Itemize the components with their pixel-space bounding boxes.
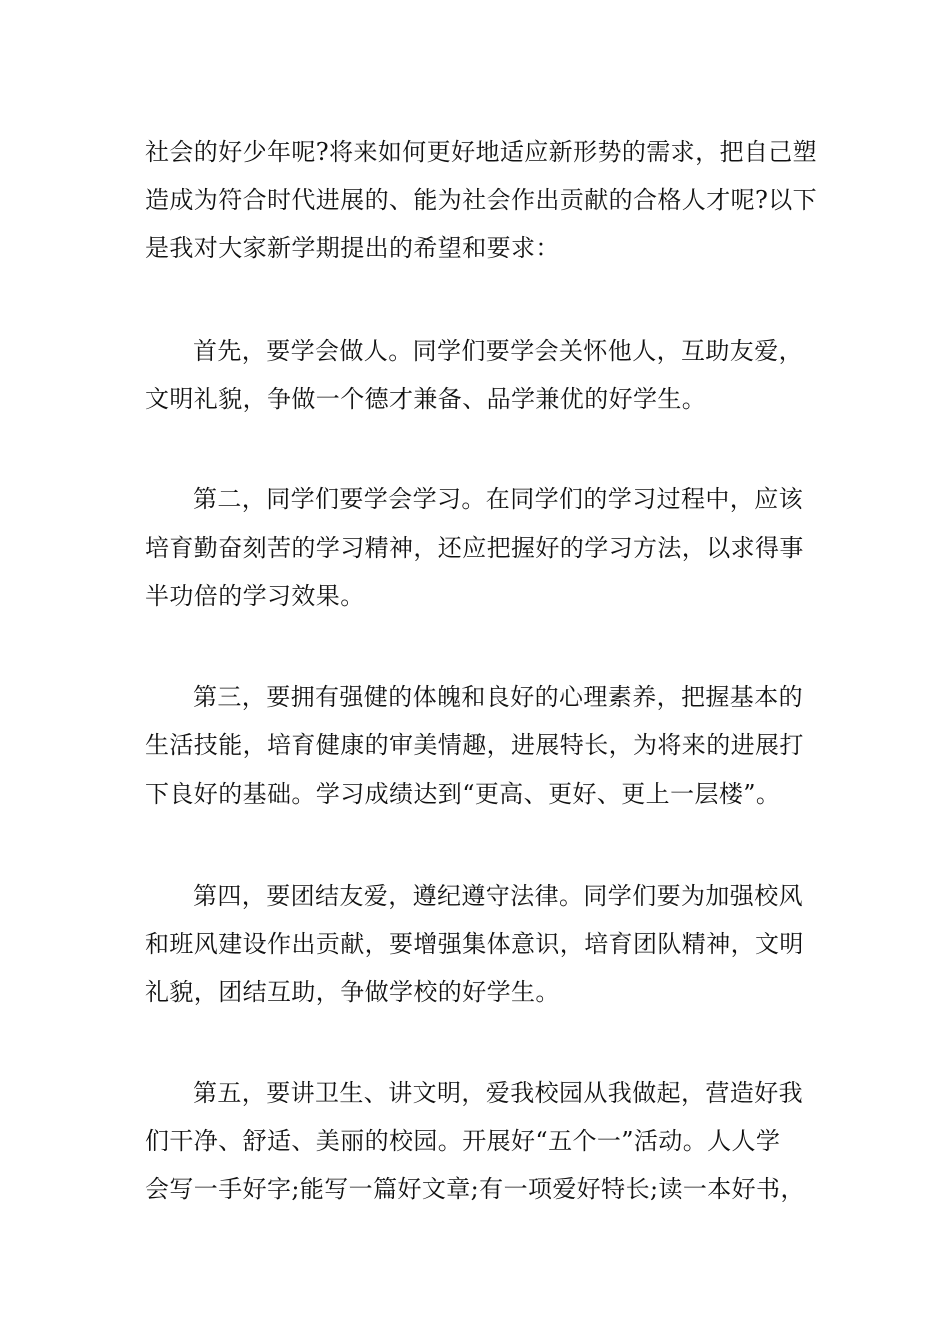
paragraph-4-line-3: 下良好的基础。学习成绩达到“更高、更好、更上一层楼”。: [145, 780, 781, 808]
paragraph-5-line-1: 第四，要团结友爱，遵纪遵守法律。同学们要为加强校风: [193, 882, 803, 910]
paragraph-4-line-2: 生活技能，培育健康的审美情趣，进展特长，为将来的进展打: [145, 731, 804, 759]
paragraph-5-line-3: 礼貌，团结互助，争做学校的好学生。: [145, 978, 560, 1006]
paragraph-2-line-1: 首先，要学会做人。同学们要学会关怀他人，互助友爱，: [193, 337, 803, 365]
paragraph-6-line-2: 们干净、舒适、美丽的校园。开展好“五个一”活动。人人学: [145, 1127, 781, 1155]
paragraph-2-line-2: 文明礼貌，争做一个德才兼备、品学兼优的好学生。: [145, 385, 707, 413]
paragraph-6-line-3: 会写一手好字;能写一篇好文章;有一项爱好特长;读一本好书，: [145, 1175, 805, 1203]
paragraph-3-line-1: 第二，同学们要学会学习。在同学们的学习过程中，应该: [193, 485, 803, 513]
paragraph-3-line-2: 培育勤奋刻苦的学习精神，还应把握好的学习方法，以求得事: [145, 534, 804, 562]
paragraph-1-line-3: 是我对大家新学期提出的希望和要求：: [145, 234, 560, 262]
paragraph-5-line-2: 和班风建设作出贡献，要增强集体意识，培育团队精神，文明: [145, 930, 804, 958]
paragraph-6-line-1: 第五，要讲卫生、讲文明，爱我校园从我做起，营造好我: [193, 1079, 803, 1107]
paragraph-1-line-2: 造成为符合时代进展的、能为社会作出贡献的合格人才呢?以下: [145, 186, 818, 214]
paragraph-3-line-3: 半功倍的学习效果。: [145, 582, 365, 610]
paragraph-1-line-1: 社会的好少年呢?将来如何更好地适应新形势的需求，把自己塑: [145, 138, 818, 166]
paragraph-4-line-1: 第三，要拥有强健的体魄和良好的心理素养，把握基本的: [193, 683, 803, 711]
